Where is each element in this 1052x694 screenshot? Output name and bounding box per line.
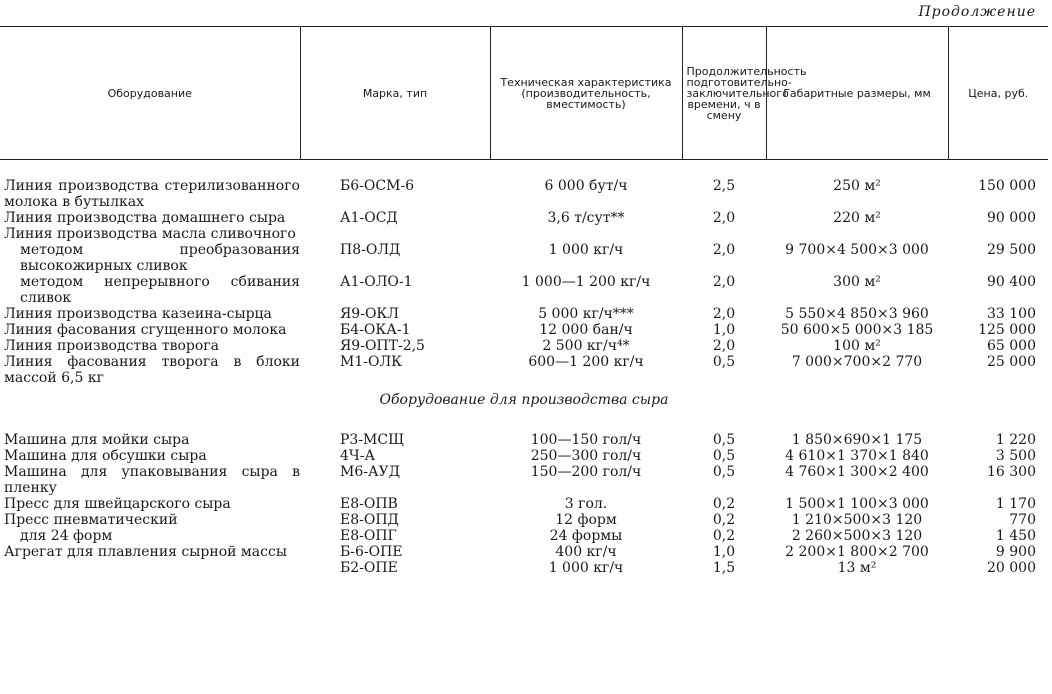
cell-price: 65 000 [987, 338, 1036, 354]
cell-name: для 24 форм [20, 528, 113, 544]
cell-time: 0,5 [712, 354, 736, 370]
table-row [0, 242, 1048, 274]
cell-model: Е8-ОПГ [340, 528, 397, 544]
cell-tech: 5 000 кг/ч*** [538, 306, 634, 322]
header-tech: Техническая характеристика (производительность, вместимость) [490, 27, 682, 160]
cell-name: методом преобразования высокожирных сливок [20, 242, 300, 274]
cell-name: Машина для обсушки сыра [4, 448, 207, 464]
cell-tech: 400 кг/ч [555, 544, 617, 560]
cell-tech: 12 форм [555, 512, 617, 528]
cell-tech: 12 000 бан/ч [539, 322, 633, 338]
cell-price: 770 [1009, 512, 1036, 528]
cell-time: 0,5 [712, 464, 736, 480]
cell-name: Линия фасования сгущенного молока [4, 322, 287, 338]
cell-time: 0,5 [712, 448, 736, 464]
cell-time: 0,2 [712, 528, 736, 544]
cell-name: Линия фасования творога в блоки массой 6,5 кг [4, 354, 300, 386]
cell-model [300, 226, 490, 242]
cell-time: 0,2 [712, 512, 736, 528]
table-row [0, 448, 1048, 464]
cell-name: Машина для мойки сыра [4, 432, 190, 448]
cell-dims: 13 м² [837, 560, 877, 576]
cell-price: 9 900 [995, 544, 1036, 560]
table-header-row [0, 27, 1048, 160]
header-time: Продолжительность подготовительно-заключительного времени, ч в смену [682, 27, 766, 160]
cell-time: 0,5 [712, 432, 736, 448]
cell-dims: 50 600×5 000×3 185 [780, 322, 934, 338]
header-model: Марка, тип [300, 27, 490, 160]
cell-time: 2,5 [712, 178, 736, 194]
cell-tech: 1 000—1 200 кг/ч [521, 274, 651, 290]
cell-name: Линия производства стерилизованного молока в бутылках [4, 178, 300, 210]
cell-price: 150 000 [978, 178, 1036, 194]
cell-tech: 250—300 гол/ч [530, 448, 642, 464]
cell-tech: 24 формы [549, 528, 623, 544]
cell-name: Пресс для швейцарского сыра [4, 496, 231, 512]
table-row [0, 496, 1048, 512]
section-header-row [0, 386, 1048, 412]
cell-price [948, 226, 1048, 242]
cell-model: Б4-ОКА-1 [340, 322, 411, 338]
cell-tech: 1 000 кг/ч [548, 560, 624, 576]
table-row [0, 338, 1048, 354]
table-row [0, 512, 1048, 528]
cell-tech: 6 000 бут/ч [544, 178, 628, 194]
cell-price: 33 100 [987, 306, 1036, 322]
cell-price: 1 450 [995, 528, 1036, 544]
cell-dims: 300 м² [833, 274, 881, 290]
cell-price: 90 000 [987, 210, 1036, 226]
cell-dims: 4 610×1 370×1 840 [785, 448, 929, 464]
cell-name: Линия производства масла сливочного [4, 226, 296, 242]
cell-price: 29 500 [987, 242, 1036, 258]
cell-time: 1,5 [712, 560, 736, 576]
header-dims: Габаритные размеры, мм [766, 27, 948, 160]
cell-tech: 3,6 т/сут** [547, 210, 625, 226]
cell-tech: 150—200 гол/ч [530, 464, 642, 480]
cell-tech: 3 гол. [564, 496, 608, 512]
cell-time [682, 226, 766, 242]
cell-price: 3 500 [995, 448, 1036, 464]
cell-time: 2,0 [712, 306, 736, 322]
cell-dims: 1 210×500×3 120 [791, 512, 923, 528]
cell-price: 20 000 [987, 560, 1036, 576]
cell-model: М1-ОЛК [340, 354, 402, 370]
cell-model: М6-АУД [340, 464, 401, 480]
cell-model: Е8-ОПД [340, 512, 399, 528]
header-price: Цена, руб. [948, 27, 1048, 160]
table-row [0, 544, 1048, 560]
cell-tech: 600—1 200 кг/ч [528, 354, 644, 370]
cell-model: П8-ОЛД [340, 242, 401, 258]
cell-model: Е8-ОПВ [340, 496, 398, 512]
table-row [0, 528, 1048, 544]
cell-tech: 1 000 кг/ч [548, 242, 624, 258]
table-row [0, 432, 1048, 448]
cell-model: Б6-ОСМ-6 [340, 178, 415, 194]
table-row [0, 464, 1048, 496]
table-row [0, 274, 1048, 306]
table-row [0, 354, 1048, 386]
cell-time: 2,0 [712, 242, 736, 258]
cell-time: 0,2 [712, 496, 736, 512]
table-row [0, 226, 1048, 242]
cell-name: Линия производства творога [4, 338, 219, 354]
cell-price: 25 000 [987, 354, 1036, 370]
cell-name: Машина для упаковывания сыра в пленку [4, 464, 300, 496]
cell-name: Линия производства казеина-сырца [4, 306, 272, 322]
cell-time: 2,0 [712, 338, 736, 354]
cell-name: Линия производства домашнего сыра [4, 210, 286, 226]
cell-model: Я9-ОПТ-2,5 [340, 338, 425, 354]
cell-dims: 9 700×4 500×3 000 [785, 242, 929, 258]
cell-model: 4Ч-А [340, 448, 376, 464]
cell-name: методом непрерывного сбивания сливок [20, 274, 300, 306]
cell-name: Пресс пневматический [4, 512, 178, 528]
cell-time: 1,0 [712, 544, 736, 560]
cell-price: 1 170 [995, 496, 1036, 512]
cell-price: 16 300 [987, 464, 1036, 480]
cell-dims: 2 200×1 800×2 700 [785, 544, 929, 560]
header-equipment: Оборудование [0, 27, 300, 160]
cell-model: Б-6-ОПЕ [340, 544, 403, 560]
cell-dims [766, 226, 948, 242]
table-row [0, 178, 1048, 210]
cell-tech: 100—150 гол/ч [530, 432, 642, 448]
cell-tech [490, 226, 682, 242]
cell-dims: 2 260×500×3 120 [791, 528, 923, 544]
cell-time: 2,0 [712, 210, 736, 226]
cell-time: 2,0 [712, 274, 736, 290]
cell-name [0, 560, 300, 576]
cell-dims: 1 850×690×1 175 [791, 432, 923, 448]
cell-dims: 1 500×1 100×3 000 [785, 496, 929, 512]
cell-dims: 220 м² [833, 210, 881, 226]
continuation-label: Продолжение [918, 4, 1036, 20]
equipment-table [0, 26, 1048, 576]
section-title: Оборудование для производства сыра [379, 392, 669, 408]
table-row [0, 322, 1048, 338]
cell-price: 90 400 [987, 274, 1036, 290]
cell-time: 1,0 [712, 322, 736, 338]
cell-model: Я9-ОКЛ [340, 306, 399, 322]
cell-price: 125 000 [978, 322, 1036, 338]
cell-dims: 100 м² [833, 338, 881, 354]
cell-tech: 2 500 кг/ч⁴* [542, 338, 630, 354]
cell-model: Р3-МСЩ [340, 432, 405, 448]
table-row [0, 306, 1048, 322]
cell-price: 1 220 [995, 432, 1036, 448]
cell-name: Агрегат для плавления сырной массы [4, 544, 287, 560]
cell-dims: 7 000×700×2 770 [791, 354, 923, 370]
cell-model: А1-ОЛО-1 [340, 274, 413, 290]
cell-dims: 4 760×1 300×2 400 [785, 464, 929, 480]
table-row [0, 560, 1048, 576]
cell-dims: 5 550×4 850×3 960 [785, 306, 929, 322]
cell-dims: 250 м² [833, 178, 881, 194]
cell-model: А1-ОСД [340, 210, 398, 226]
table-row [0, 210, 1048, 226]
cell-model: Б2-ОПЕ [340, 560, 398, 576]
